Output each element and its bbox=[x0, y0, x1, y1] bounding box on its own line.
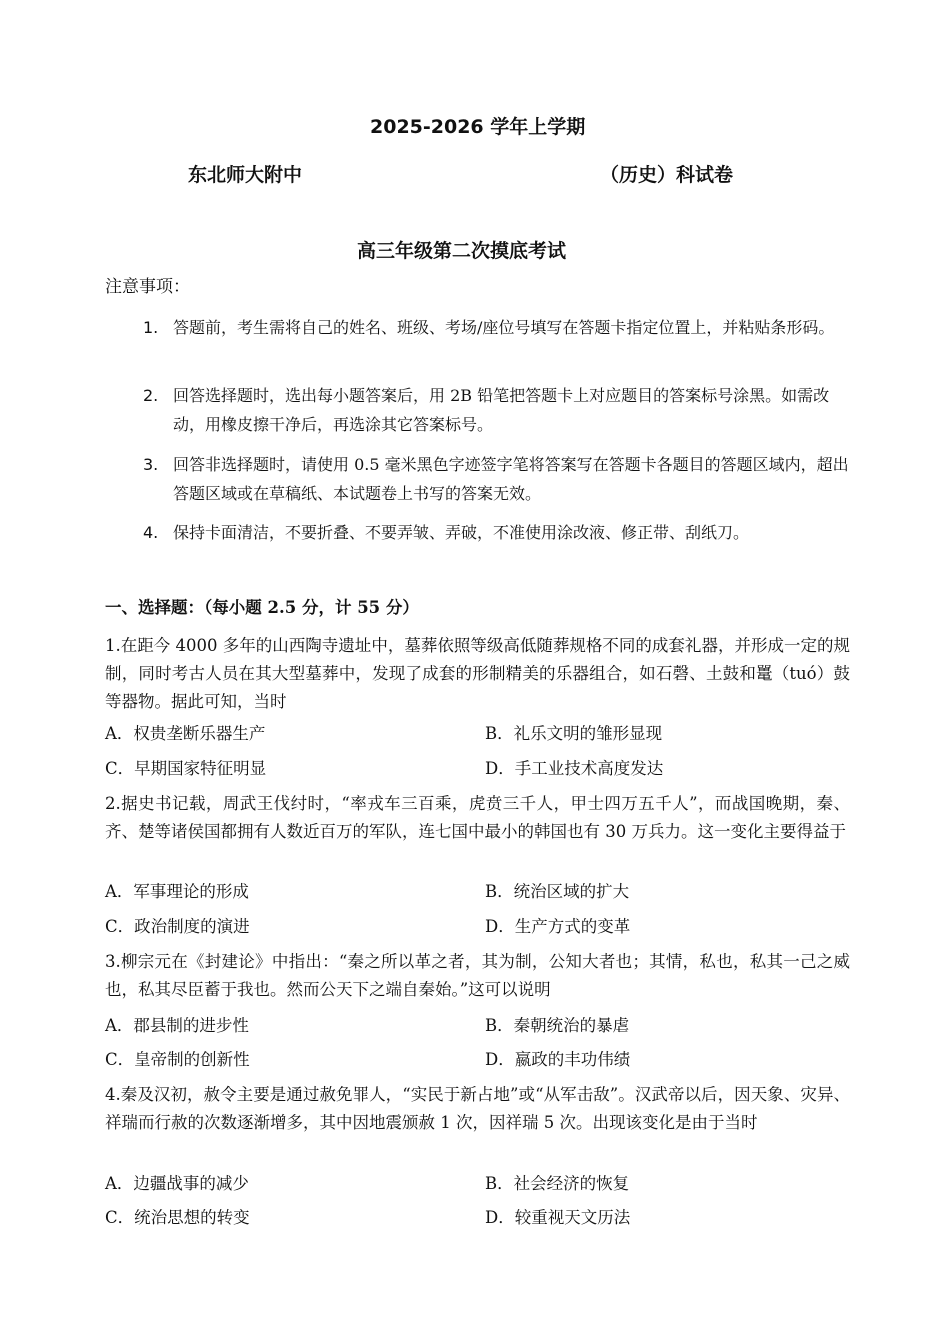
note-number: 1. bbox=[143, 318, 159, 337]
note-item bbox=[143, 381, 853, 439]
subject-title: （历史）科试卷 bbox=[600, 164, 734, 186]
exam-title: 高三年级第二次摸底考试 bbox=[357, 240, 567, 262]
notes-title: 注意事项： bbox=[105, 277, 190, 297]
question-stem: 2.据史书记载，周武王伐纣时，“率戎车三百乘，虎贲三千人，甲士四万五千人”，而战国晚期，秦、齐、楚等诸侯国都拥有人数近百万的军队，连七国中最小的韩国也有 30 万兵力。这一变化主要得益于 bbox=[105, 794, 850, 841]
option-b: B．礼乐文明的雏形显现 bbox=[485, 724, 663, 743]
option-a: A．边疆战事的减少 bbox=[105, 1174, 249, 1193]
note-number: 3. bbox=[143, 455, 159, 474]
option-a: A．郡县制的进步性 bbox=[105, 1016, 249, 1035]
note-item bbox=[143, 518, 853, 547]
note-item bbox=[143, 450, 853, 508]
note-text: 回答非选择题时，请使用 0.5 毫米黑色字迹签字笔将答案写在答题卡各题目的答题区域内，超出答题区域或在草稿纸、本试题卷上书写的答案无效。 bbox=[173, 455, 849, 503]
note-text: 回答选择题时，选出每小题答案后，用 2B 铅笔把答题卡上对应题目的答案标号涂黑。如需改动，用橡皮擦干净后，再选涂其它答案标号。 bbox=[173, 386, 830, 434]
option-c: C．政治制度的演进 bbox=[105, 917, 250, 936]
question-stem: 3.柳宗元在《封建论》中指出：“秦之所以革之者，其为制，公知大者也；其情，私也，私其一己之威也，私其尽臣蓄于我也。然而公天下之端自秦始。”这可以说明 bbox=[105, 952, 850, 999]
option-c: C．统治思想的转变 bbox=[105, 1208, 250, 1227]
term-heading: 2025-2026 学年上学期 bbox=[370, 116, 586, 138]
option-a: A．军事理论的形成 bbox=[105, 882, 249, 901]
option-d: D．手工业技术高度发达 bbox=[485, 759, 664, 778]
option-c: C．早期国家特征明显 bbox=[105, 759, 267, 778]
note-number: 2. bbox=[143, 386, 159, 405]
option-d: D．生产方式的变革 bbox=[485, 917, 631, 936]
question-stem: 4.秦及汉初，赦令主要是通过赦免罪人，“实民于新占地”或“从军击敌”。汉武帝以后，因天象、灾异、祥瑞而行赦的次数逐渐增多，其中因地震颁赦 1 次，因祥瑞 5 次。出现该变化是由于当时 bbox=[105, 1085, 850, 1132]
option-d: D．嬴政的丰功伟绩 bbox=[485, 1050, 631, 1069]
option-d: D．较重视天文历法 bbox=[485, 1208, 631, 1227]
note-number: 4. bbox=[143, 523, 159, 542]
section-heading: 一、选择题：（每小题 2.5 分，计 55 分） bbox=[105, 598, 419, 617]
note-item bbox=[143, 313, 853, 342]
option-b: B．秦朝统治的暴虐 bbox=[485, 1016, 630, 1035]
option-b: B．社会经济的恢复 bbox=[485, 1174, 630, 1193]
option-c: C．皇帝制的创新性 bbox=[105, 1050, 250, 1069]
option-b: B．统治区域的扩大 bbox=[485, 882, 630, 901]
option-a: A．权贵垄断乐器生产 bbox=[105, 724, 266, 743]
question-stem: 1.在距今 4000 多年的山西陶寺遗址中，墓葬依照等级高低随葬规格不同的成套礼器，并形成一定的规制，同时考古人员在其大型墓葬中，发现了成套的形制精美的乐器组合，如石磬、土鼓和鼍（tuó）鼓等器物。据此可知，当时 bbox=[105, 636, 850, 711]
school-name: 东北师大附中 bbox=[188, 164, 303, 186]
note-text: 保持卡面清洁，不要折叠、不要弄皱、弄破，不准使用涂改液、修正带、刮纸刀。 bbox=[173, 523, 750, 542]
note-text: 答题前，考生需将自己的姓名、班级、考场/座位号填写在答题卡指定位置上，并粘贴条形码。 bbox=[173, 318, 835, 337]
